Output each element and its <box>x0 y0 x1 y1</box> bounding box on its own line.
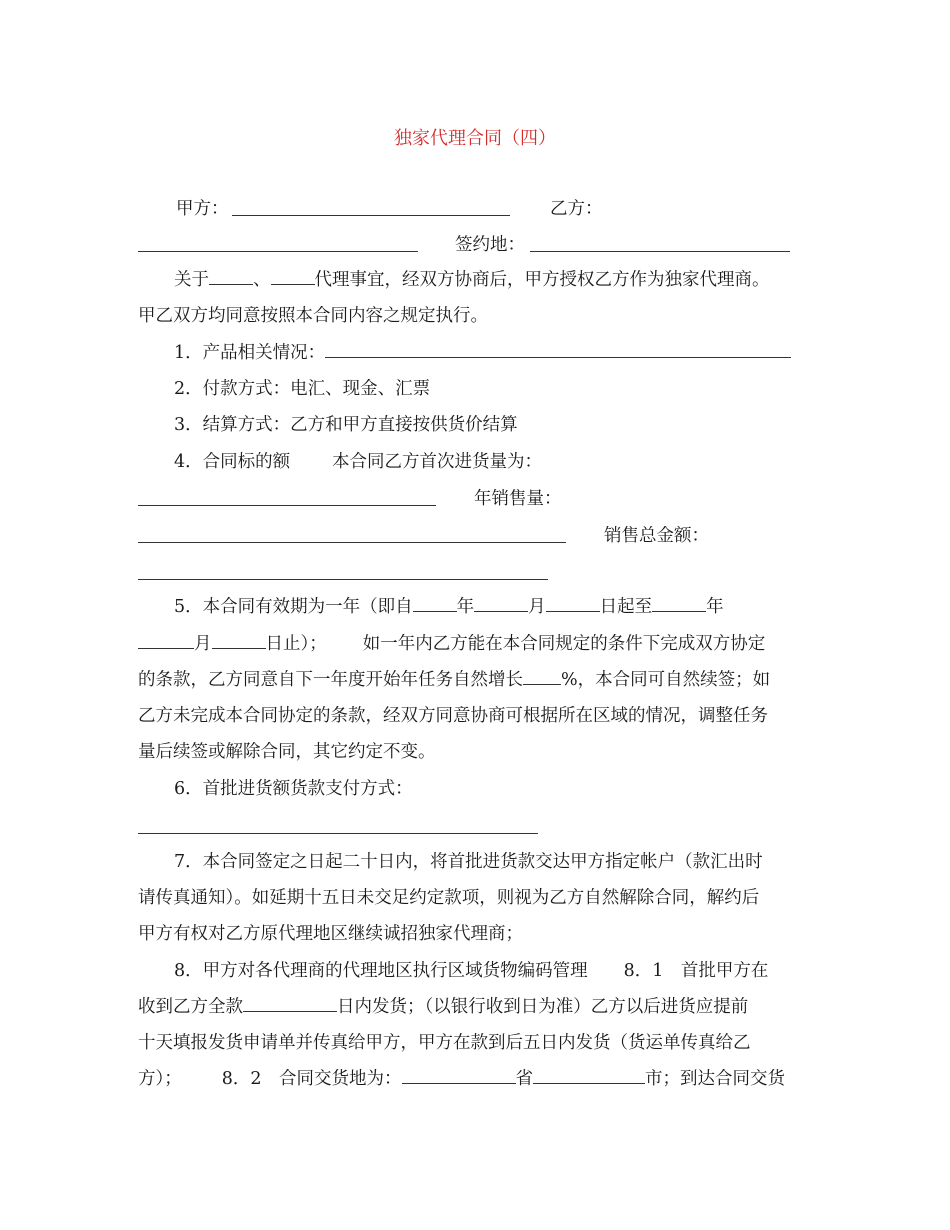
blank <box>212 632 266 649</box>
day-from: 日起至 <box>599 597 653 617</box>
intro-about: 关于 <box>174 270 209 290</box>
intro-line-1 <box>138 268 818 292</box>
clause-7-line-1: 7．本合同签定之日起二十日内，将首批进货款交达甲方指定帐户（款汇出时 <box>174 852 763 872</box>
sign-place-blank <box>530 251 790 252</box>
month-char: 月 <box>528 597 546 617</box>
blank <box>652 595 706 612</box>
item-1-label: 1．产品相关情况： <box>174 343 326 363</box>
clause-5-growth: 的条款，乙方同意自下一年度开始年任务自然增长 <box>138 670 523 690</box>
clause-8-line-4 <box>138 1067 818 1091</box>
annual-sales-label: 年销售量： <box>474 489 562 509</box>
blank <box>523 668 561 685</box>
clause-8-line-3: 十天填报发货申请单并传真给甲方，甲方在款到后五日内发货（货运单传真给乙 <box>138 1033 751 1053</box>
clause-5-start: 5．本合同有效期为一年（即自 <box>174 597 413 617</box>
clause-6: 6．首批进货额货款支付方式： <box>174 779 413 799</box>
year-char: 年 <box>456 597 475 617</box>
blank <box>533 1067 645 1084</box>
day-to: 日止）； <box>265 634 327 654</box>
first-purchase-blank <box>138 505 436 506</box>
clause-8-end: 方）； <box>138 1069 182 1089</box>
clause-8-1: 8．1 首批甲方在 <box>623 961 769 981</box>
blank <box>474 595 528 612</box>
item-4-first-purchase: 本合同乙方首次进货量为： <box>332 452 542 472</box>
party-b-blank <box>138 251 418 252</box>
item-2: 2．付款方式：电汇、现金、汇票 <box>174 379 431 399</box>
clause-8-line-1 <box>138 959 818 983</box>
blank <box>546 595 600 612</box>
sign-place-label: 签约地： <box>455 235 525 255</box>
clause-5-condition: 如一年内乙方能在本合同规定的条件下完成双方协定 <box>362 634 766 654</box>
intro-line-2: 甲乙双方均同意按照本合同内容之规定执行。 <box>138 306 488 326</box>
intro-sep: 、 <box>253 270 271 290</box>
province-char: 省 <box>515 1069 534 1089</box>
page-title: 独家代理合同（四） <box>394 128 556 149</box>
intro-rest: 代理事宜，经双方协商后，甲方授权乙方作为独家代理商。 <box>314 270 770 290</box>
clause-7-line-2: 请传真通知）。如延期十五日未交足约定款项，则视为乙方自然解除合同，解约后 <box>138 888 760 908</box>
blank <box>271 268 315 285</box>
total-sales-label: 销售总金额： <box>604 526 709 546</box>
clause-8-delivery: 日内发货；（以银行收到日为准）乙方以后进货应提前 <box>337 997 749 1017</box>
blank <box>243 995 337 1012</box>
clause-8-2: 8．2 合同交货地为： <box>221 1069 402 1089</box>
clause-5-renew: %，本合同可自然续签；如 <box>561 670 771 690</box>
blank <box>138 632 194 649</box>
clause-7-line-3: 甲方有权对乙方原代理地区继续诚招独家代理商； <box>138 924 523 944</box>
clause-5-line-2 <box>138 632 818 656</box>
clause-8-line-2 <box>138 995 818 1019</box>
clause-8-receive: 收到乙方全款 <box>138 997 243 1017</box>
party-a-label: 甲方： <box>176 199 229 219</box>
blank <box>209 268 253 285</box>
city-char: 市；到达合同交货 <box>645 1069 786 1089</box>
blank <box>413 595 457 612</box>
clause-5-line-5: 量后续签或解除合同，其它约定不变。 <box>138 742 436 762</box>
item-3: 3．结算方式：乙方和甲方直接按供货价结算 <box>174 415 518 435</box>
payment-method-blank <box>138 833 538 834</box>
total-sales-blank <box>138 579 548 580</box>
item-1-line <box>138 341 818 365</box>
clause-5-line-1 <box>138 595 818 619</box>
clause-5-line-4: 乙方未完成本合同协定的条款，经双方同意协商可根据所在区域的情况，调整任务 <box>138 706 768 726</box>
blank <box>402 1067 516 1084</box>
month-char: 月 <box>194 634 212 654</box>
item-4-label: 4．合同标的额 <box>174 452 291 472</box>
party-a-blank <box>232 215 510 216</box>
clause-5-line-3 <box>138 668 818 692</box>
party-b-label: 乙方： <box>550 199 603 219</box>
year-char: 年 <box>706 597 724 617</box>
clause-8-start: 8．甲方对各代理商的代理地区执行区域货物编码管理 <box>174 961 588 981</box>
annual-sales-blank <box>138 542 566 543</box>
blank <box>325 341 791 358</box>
